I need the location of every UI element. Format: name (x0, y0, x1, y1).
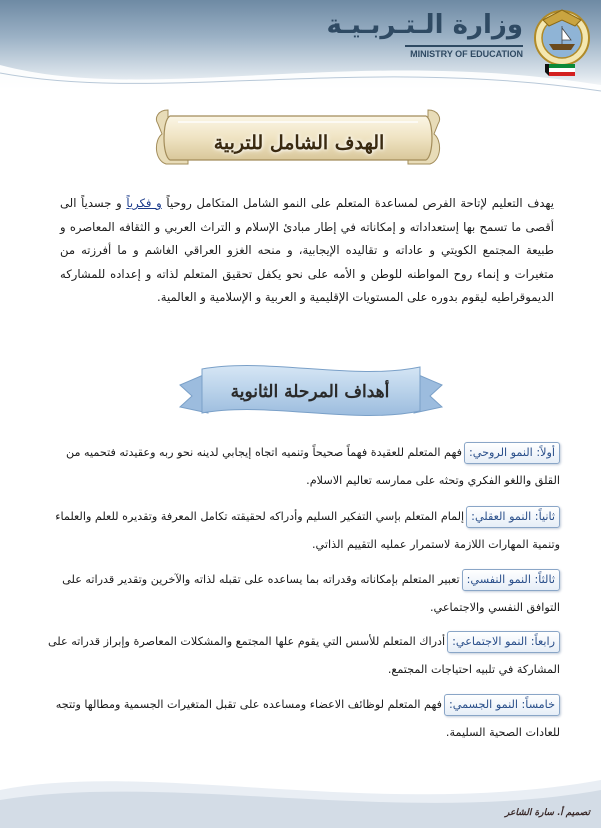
ministry-title-ar: وزارة الـتـربـيـة (326, 10, 523, 40)
ministry-title-en: MINISTRY OF EDUCATION (410, 49, 523, 59)
goal-text: فهم المتعلم لوظائف الاعضاء ومساعده على تقبل المتغيرات الجسمية ومطالها وتتجه للعادات الصحية السليمة. (55, 698, 560, 739)
ministry-divider (405, 45, 523, 47)
general-goal-paragraph (60, 192, 554, 310)
general-goal-highlight: و فكرياً (126, 196, 162, 210)
goal-label: ثانياً: النمو العقلي: (466, 506, 560, 528)
goal-text: أدراك المتعلم للأسس التي يقوم علها المجتمع والمشكلات المعاصرة وإبراز قدراته على المشاركة في تلبيه احتياجات المجتمع. (47, 635, 560, 676)
general-goal-text-2: و جسدياً الى أقصى ما تسمح بها إستعداداته و إمكاناته في إطار مبادئ الإسلام و التراث العربي و الثقافه المعاصره و طبيعة المجتمع الكويتي و عاداته و تقاليده الإيجابية، و منحه الغزو العراقي الغاشم و ما أفرزته من متغيرات و إنماء روح المواطنه للوطن و الأمه على نحو يكفل تحقيق المتعلم لذاته و إعداده للمشاركه الديموقراطيه ليقوم بدوره على المستويات الإقليمية و العربية و الإسلامية و العالمية. (60, 196, 554, 305)
goal-label: أولاً: النمو الروحي: (464, 442, 560, 464)
goal-item-psychological (40, 566, 560, 622)
goal-label: خامساً: النمو الجسمي: (444, 694, 560, 716)
goal-item-mental (40, 503, 560, 559)
designer-credit: تصميم أ. سارة الشاعر (505, 808, 590, 818)
goal-label: رابعاً: النمو الاجتماعي: (447, 631, 560, 653)
goal-item-spiritual (40, 439, 560, 495)
goal-item-physical (40, 691, 560, 747)
goal-text: تعبير المتعلم بإمكاناته وقدراته بما يساعده على تقبله لذاته والآخرين وتقدير قدراته على التوافق النفسي والاجتماعي. (62, 573, 560, 614)
goal-item-social (40, 628, 560, 684)
goal-text: فهم المتعلم للعقيدة فهماً صحيحاً وتنميه اتجاه إيجابي لدينه نحو ربه وعقيدته فتحميه من القلق واللغو الفكري وتحثه على ممارسه تعاليم الاسلام. (65, 446, 560, 487)
goal-text: إلمام المتعلم بإسي التفكير السليم وأدراكه لحقيقته تكامل المعرفة وتقديره للعلم والعلماء وتنمية المهارات اللازمة لاستمرار عمليه التقييم الذاتي. (55, 510, 560, 551)
secondary-goals-title: أهداف المرحلة الثانوية (230, 382, 390, 402)
goal-label: ثالثاً: النمو النفسي: (462, 569, 560, 591)
kuwait-emblem-icon (529, 6, 595, 84)
general-goal-title: الهدف الشامل للتربية (213, 132, 385, 154)
general-goal-text-1: يهدف التعليم لإتاحة الفرص لمساعدة المتعلم على النمو الشامل المتكامل روحياً (161, 196, 554, 210)
